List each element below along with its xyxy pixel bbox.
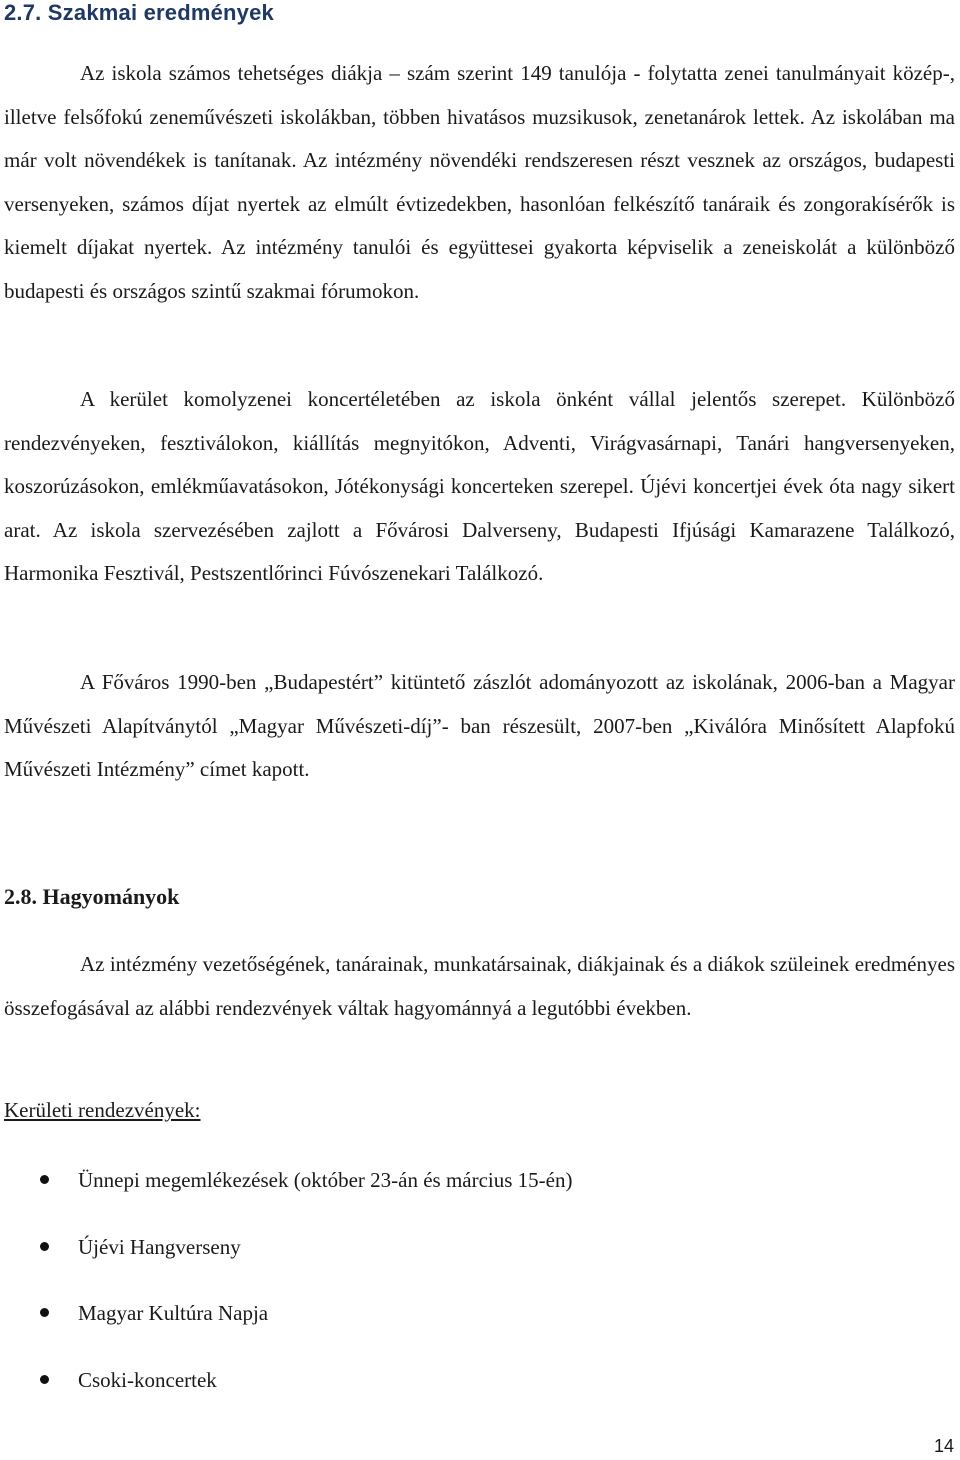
paragraph-awards [4,661,955,792]
paragraph-text: Az intézmény vezetőségének, tanárainak, munkatársainak, diákjainak és a diákok szüleinek eredményes összefogásával az alábbi rendezvények váltak hagyománnyá a legutóbbi években. [4,952,955,1020]
paragraph-concert-life [4,378,955,596]
section-heading-2-7: 2.7. Szakmai eredmények [4,0,274,25]
section-heading-2-8: 2.8. Hagyományok [4,884,180,909]
bullet-icon [40,1175,49,1184]
paragraph-text: A kerület komolyzenei koncertéletében az iskola önként vállal jelentős szerepet. Különböző rendezvényeken, fesztiválokon, kiállítás megnyitókon, Adventi, Virágvasárnapi, Tanári hangversenyeken, koszorúzásokon, emlékműavatásokon, Jótékonysági koncerteken szerepel. Újévi koncertjei évek óta nagy sikert arat. Az iskola szervezésében zajlott a Fővárosi Dalverseny, Budapesti Ifjúsági Kamarazene Találkozó, Harmonika Fesztivál, Pestszentlőrinci Fúvószenekari Találkozó. [4,387,955,585]
bullet-icon [40,1242,49,1251]
list-item-label: Ünnepi megemlékezések (október 23-án és március 15-én) [78,1168,573,1192]
bullet-icon [40,1308,49,1317]
list-item-label: Magyar Kultúra Napja [78,1301,269,1325]
paragraph-text: A Főváros 1990-ben „Budapestért” kitüntető zászlót adományozott az iskolának, 2006-ban a Magyar Művészeti Alapítványtól „Magyar Művészeti-díj”- ban részesült, 2007-ben „Kiválóra Minősített Alapfokú Művészeti Intézmény” címet kapott. [4,670,955,781]
paragraph-achievements [4,52,955,313]
list-item-label: Újévi Hangverseny [78,1234,241,1259]
paragraph-traditions [4,943,955,1030]
list-item [0,1222,572,1289]
paragraph-text: Az iskola számos tehetséges diákja – szám szerint 149 tanulója - folytatta zenei tanulmányait közép-, illetve felsőfokú zeneművészeti iskolákban, többen hivatásos muzsikusok, zenetanárok lettek. Az iskolában ma már volt növendékek is tanítanak. Az intézmény növendéki rendszeresen részt vesznek az országos, budapesti versenyeken, számos díjat nyertek az elmúlt évtizedekben, hasonlóan felkészítő tanáraik és zongorakísérők is kiemelt díjakat nyertek. Az intézmény tanulói és együttesei gyakorta képviselik a zeneiskolát a különböző budapesti és országos szintű szakmai fórumokon. [4,61,955,303]
list-item [0,1288,572,1355]
district-events-list [0,1155,572,1421]
page-number: 14 [933,1436,954,1456]
list-item-label: Csoki-koncertek [78,1367,217,1392]
list-item [0,1155,572,1222]
district-events-subheading: Kerületi rendezvények: [4,1098,201,1122]
bullet-icon [40,1375,49,1384]
list-item [0,1355,572,1422]
